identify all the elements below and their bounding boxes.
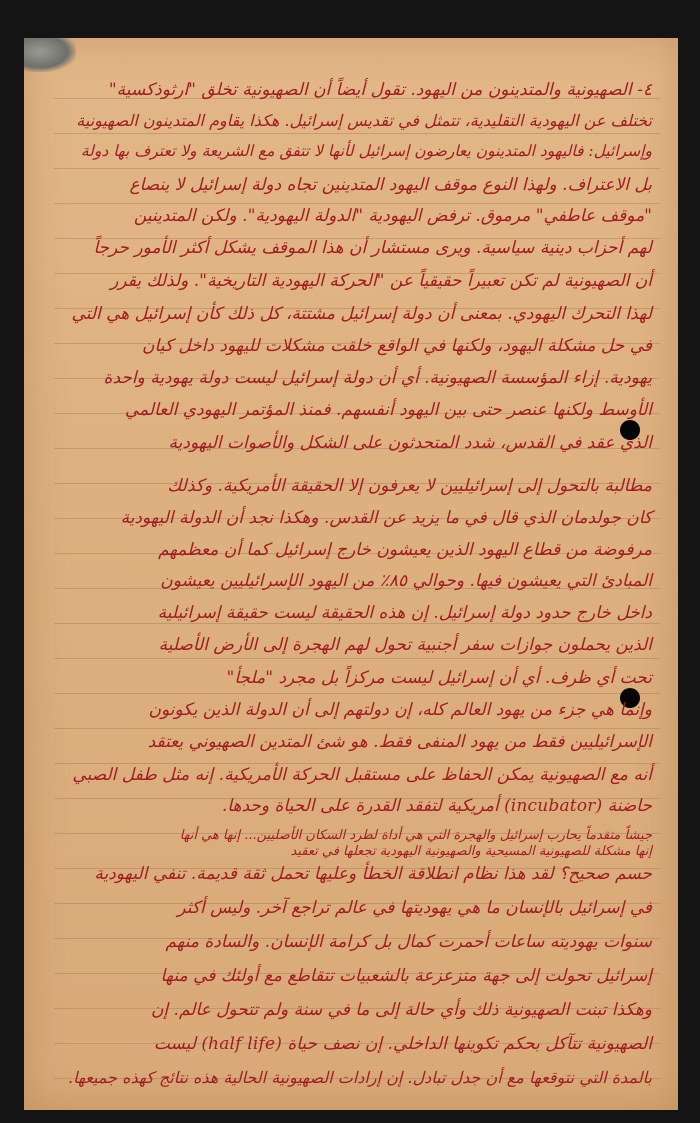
handwritten-line: لهم أحزاب دينية سياسية. ويرى مستشار أن هذا الموقف يشكل أكثر الأمور حرجاً xyxy=(93,238,652,258)
handwritten-line: إسرائيل تحولت إلى جهة متزعزعة بالشعبيات تتقاطع مع أولئك في منها xyxy=(160,966,652,986)
handwritten-line: المبادئ التي يعيشون فيها. وحوالي ٨٥٪ من اليهود الإسرائيليين يعيشون xyxy=(160,571,652,591)
handwritten-line: أن الصهيونية لم تكن تعبيراً حقيقياً عن "الحركة اليهودية التاريخية". ولذلك يقرر xyxy=(110,271,652,291)
ruled-line xyxy=(54,693,660,694)
torn-corner-stain xyxy=(24,38,76,72)
handwritten-line: مرفوضة من قطاع اليهود الذين يعيشون خارج إسرائيل كما أن معظمهم xyxy=(158,540,652,560)
handwritten-line: داخل خارج حدود دولة إسرائيل. إن هذه الحقيقة ليست حقيقة إسرائيلية xyxy=(157,603,652,623)
handwritten-line: الذي عقد في القدس، شدد المتحدثون على الشكل والأصوات اليهودية xyxy=(168,433,652,453)
handwritten-line: وإسرائيل: فاليهود المتدينون يعارضون إسرائيل لأنها لا تتفق مع الشريعة ولا تعترف بها دولة xyxy=(80,142,652,160)
handwritten-line: الإسرائيليين فقط من يهود المنفى فقط. هو شئ المتدين الصهيوني يعتقد xyxy=(147,732,652,752)
ruled-line xyxy=(54,133,660,134)
ruled-line xyxy=(54,623,660,624)
ruled-line xyxy=(54,658,660,659)
handwritten-line: أنه مع الصهيونية يمكن الحفاظ على مستقبل الحركة الأمريكية. إنه مثل طفل الصبي xyxy=(72,765,652,785)
handwritten-line: حسم صحيح؟ لقد هذا نظام انطلاقة الخطأ وعليها تحمل ثقة قديمة. تنفي اليهودية xyxy=(94,864,652,884)
handwritten-line: بل الاعتراف. ولهذا النوع موقف اليهود المتدينين تجاه دولة إسرائيل لا ينصاع xyxy=(129,175,652,195)
handwritten-line: سنوات يهوديته ساعات أحمرت كمال بل كرامة الإنسان. والسادة منهم xyxy=(165,932,652,952)
handwritten-line: تختلف عن اليهودية التقليدية، تتمثل في تقديس إسرائيل. هكذا يقاوم المتدينون الصهيونية xyxy=(76,111,652,130)
handwritten-line: يهودية. إزاء المؤسسة الصهيونية. أي أن دولة إسرائيل ليست دولة يهودية واحدة xyxy=(103,368,652,388)
handwritten-line: الأوسط ولكنها عنصر حتى بين اليهود أنفسهم. فمنذ المؤتمر اليهودي العالمي xyxy=(124,400,652,420)
handwritten-line: "موقف عاطفي" مرموق. ترفض اليهودية "الدولة اليهودية". ولكن المتدينين xyxy=(133,206,652,226)
handwritten-line: إنها مشكلة للصهيونية المسيحية والصهيونية اليهودية تجعلها في تعقيد xyxy=(290,844,652,859)
ruled-line xyxy=(54,168,660,169)
handwritten-line: وإنما هي جزء من يهود العالم كله، إن دولتهم إلى أن الدولة الذين يكونون xyxy=(148,700,652,720)
ruled-line xyxy=(54,203,660,204)
handwritten-line: كان جولدمان الذي قال في ما يزيد عن القدس. وهكذا نجد أن الدولة اليهودية xyxy=(120,508,652,528)
handwritten-line: لهذا التحرك اليهودي. بمعنى أن دولة إسرائيل مشتتة، كل ذلك كأن إسرائيل هي التي xyxy=(71,304,652,324)
handwritten-line: الصهيونية تتآكل بحكم تكوينها الداخلي. إن نصف حياة (half life) ليست xyxy=(153,1034,652,1054)
handwritten-line: جيشاً متقدماً يحارب إسرائيل والهجرة التي هي أداة لطرد السكان الأصليين... إنها هي أنها xyxy=(179,828,652,843)
handwritten-line: مطالبة بالتحول إلى إسرائيليين لا يعرفون إلا الحقيقة الأمريكية. وكذلك xyxy=(167,476,652,496)
handwritten-line: تحت أي ظرف. أي أن إسرائيل ليست مركزاً بل مجرد "ملجأ" xyxy=(226,668,652,688)
ruled-line xyxy=(54,728,660,729)
handwritten-line: في إسرائيل بالإنسان ما هي يهوديتها في عالم تراجع آخر. وليس أكثر xyxy=(177,898,652,918)
ruled-line xyxy=(54,763,660,764)
manuscript-page xyxy=(24,38,678,1110)
handwritten-line: وهكذا تبنت الصهيونية ذلك وأي حالة إلى ما في سنة ولم تتحول عالم. إن xyxy=(150,1000,652,1020)
handwritten-line: في حل مشكلة اليهود، ولكنها في الواقع خلقت مشكلات لليهود داخل كيان xyxy=(142,336,652,356)
handwritten-line: بالمدة التي نتوقعها مع أن جدل تبادل. إن إرادات الصهيونية الحالية هذه نتائج كهذه جميعها. xyxy=(68,1068,652,1087)
handwritten-line: الذين يحملون جوازات سفر أجنبية تحول لهم الهجرة إلى الأرض الأصلية xyxy=(158,635,652,655)
handwritten-line: حاضنة (incubator) أمريكية لتفقد القدرة على الحياة وحدها. xyxy=(221,796,652,816)
handwritten-line: ٤- الصهيونية والمتدينون من اليهود. تقول أيضاً أن الصهيونية تخلق "ارثوذكسية" xyxy=(108,80,652,100)
